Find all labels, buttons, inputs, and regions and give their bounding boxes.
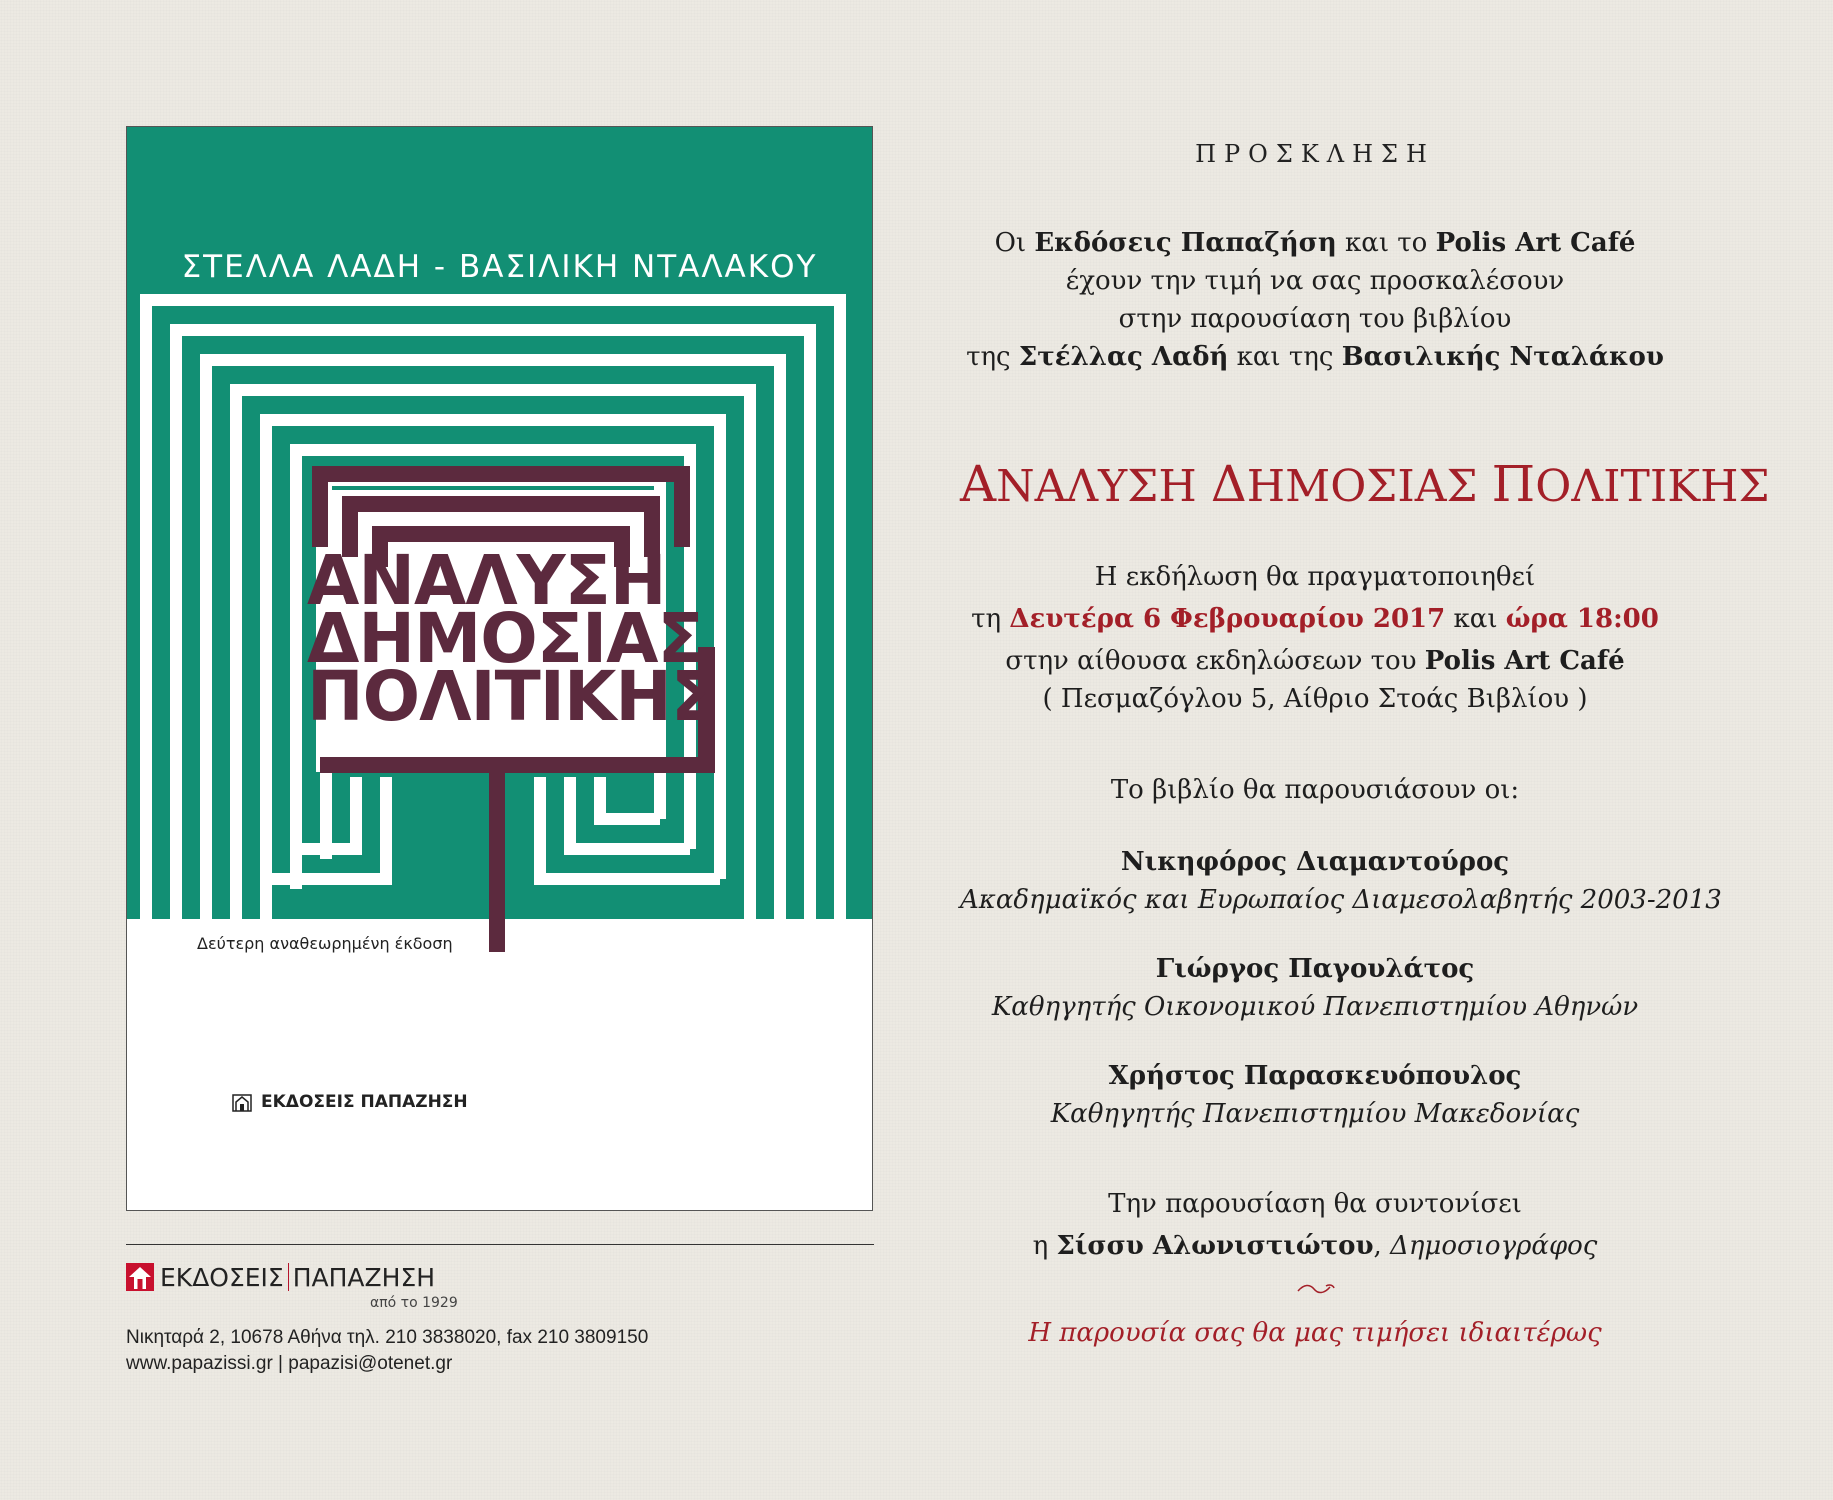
author-1: Στέλλας Λαδή bbox=[1018, 342, 1229, 372]
event-date: Δευτέρα 6 Φεβρουαρίου 2017 bbox=[1009, 604, 1446, 634]
publisher-name: Εκδόσεις Παπαζήση bbox=[1034, 228, 1337, 258]
publisher-since: από το 1929 bbox=[370, 1295, 458, 1311]
speaker-1 bbox=[960, 843, 1722, 919]
moderator: Την παρουσίαση θα συντονίσει η Σίσσυ Αλωνιστιώτου, Δημοσιογράφος bbox=[1032, 1189, 1598, 1261]
event-venue: Polis Art Café bbox=[1424, 646, 1625, 676]
speaker-name: Γιώργος Παγουλάτος bbox=[1155, 954, 1475, 984]
ornament-icon bbox=[1296, 1282, 1336, 1296]
speaker-role: Καθηγητής Οικονομικού Πανεπιστημίου Αθηνών bbox=[991, 992, 1639, 1022]
speaker-name: Χρήστος Παρασκευόπουλος bbox=[1108, 1061, 1522, 1091]
moderator-name: Σίσσυ Αλωνιστιώτου bbox=[1056, 1231, 1374, 1261]
cover-title: ΑΝΑΛΥΣΗ ΔΗΜΟΣΙΑΣ ΠΟΛΙΤΙΚΗΣ bbox=[307, 541, 717, 737]
logo-word-right: ΠΑΠΑΖΗΣΗ bbox=[292, 1262, 436, 1292]
publisher-house-icon bbox=[231, 1091, 253, 1113]
logo-word-left: ΕΚΔΟΣΕΙΣ bbox=[160, 1262, 284, 1292]
speaker-role: Καθηγητής Πανεπιστημίου Μακεδονίας bbox=[1050, 1099, 1580, 1129]
publisher-logo bbox=[126, 1262, 435, 1292]
cover-publisher: ΕΚΔΟΣΕΙΣ ΠΑΠΑΖΗΣΗ bbox=[231, 1091, 468, 1113]
cover-authors: ΣΤΕΛΛΑ ΛΑΔΗ - ΒΑΣΙΛΙΚΗ ΝΤΑΛΑΚΟΥ bbox=[181, 249, 818, 285]
logo-separator bbox=[288, 1263, 289, 1291]
event-address: ( Πεσμαζόγλου 5, Αίθριο Στοάς Βιβλίου ) bbox=[1042, 684, 1588, 714]
event-time: ώρα 18:00 bbox=[1505, 604, 1659, 634]
moderator-role: Δημοσιογράφος bbox=[1390, 1231, 1598, 1261]
invitation-intro: Οι Εκδόσεις Παπαζήση και το Polis Art Café έχουν την τιμή να σας προσκαλέσουν στην παρουσίαση του βιβλίου της Στέλλας Λαδή και της Βασιλικής Νταλάκου bbox=[966, 228, 1664, 372]
speakers-intro: Το βιβλίο θα παρουσιάσουν οι: bbox=[1110, 775, 1520, 805]
venue-name: Polis Art Café bbox=[1435, 228, 1636, 258]
footer-divider bbox=[126, 1244, 874, 1245]
speaker-2 bbox=[960, 950, 1670, 1026]
speaker-role: Ακαδημαϊκός και Ευρωπαίος Διαμεσολαβητής 2003-2013 bbox=[960, 885, 1722, 915]
invitation-book-title: ΑΝΑΛΥΣΗ ΔΗΜΟΣΙΑΣ ΠΟΛΙΤΙΚΗΣ bbox=[960, 455, 1770, 513]
invitation-heading: ΠΡΟΣΚΛΗΣΗ bbox=[1195, 140, 1435, 168]
publisher-logo-icon bbox=[126, 1263, 154, 1291]
speaker-3 bbox=[960, 1057, 1670, 1133]
publisher-web: www.papazissi.gr | papazisi@otenet.gr bbox=[126, 1353, 453, 1374]
publisher-address: Νικηταρά 2, 10678 Αθήνα τηλ. 210 3838020, fax 210 3809150 bbox=[126, 1327, 649, 1348]
event-details: Η εκδήλωση θα πραγματοποιηθεί τη Δευτέρα 6 Φεβρουαρίου 2017 και ώρα 18:00 στην αίθουσα εκδηλώσεων του Polis Art Café ( Πεσμαζόγλου 5, Αίθριο Στοάς Βιβλίου ) bbox=[960, 558, 1670, 718]
closing-line: Η παρουσία σας θα μας τιμήσει ιδιαιτέρως bbox=[1028, 1318, 1602, 1348]
book-cover bbox=[126, 126, 873, 1211]
speaker-name: Νικηφόρος Διαμαντούρος bbox=[1120, 847, 1510, 877]
author-2: Βασιλικής Νταλάκου bbox=[1341, 342, 1664, 372]
cover-edition: Δεύτερη αναθεωρημένη έκδοση bbox=[197, 934, 453, 953]
